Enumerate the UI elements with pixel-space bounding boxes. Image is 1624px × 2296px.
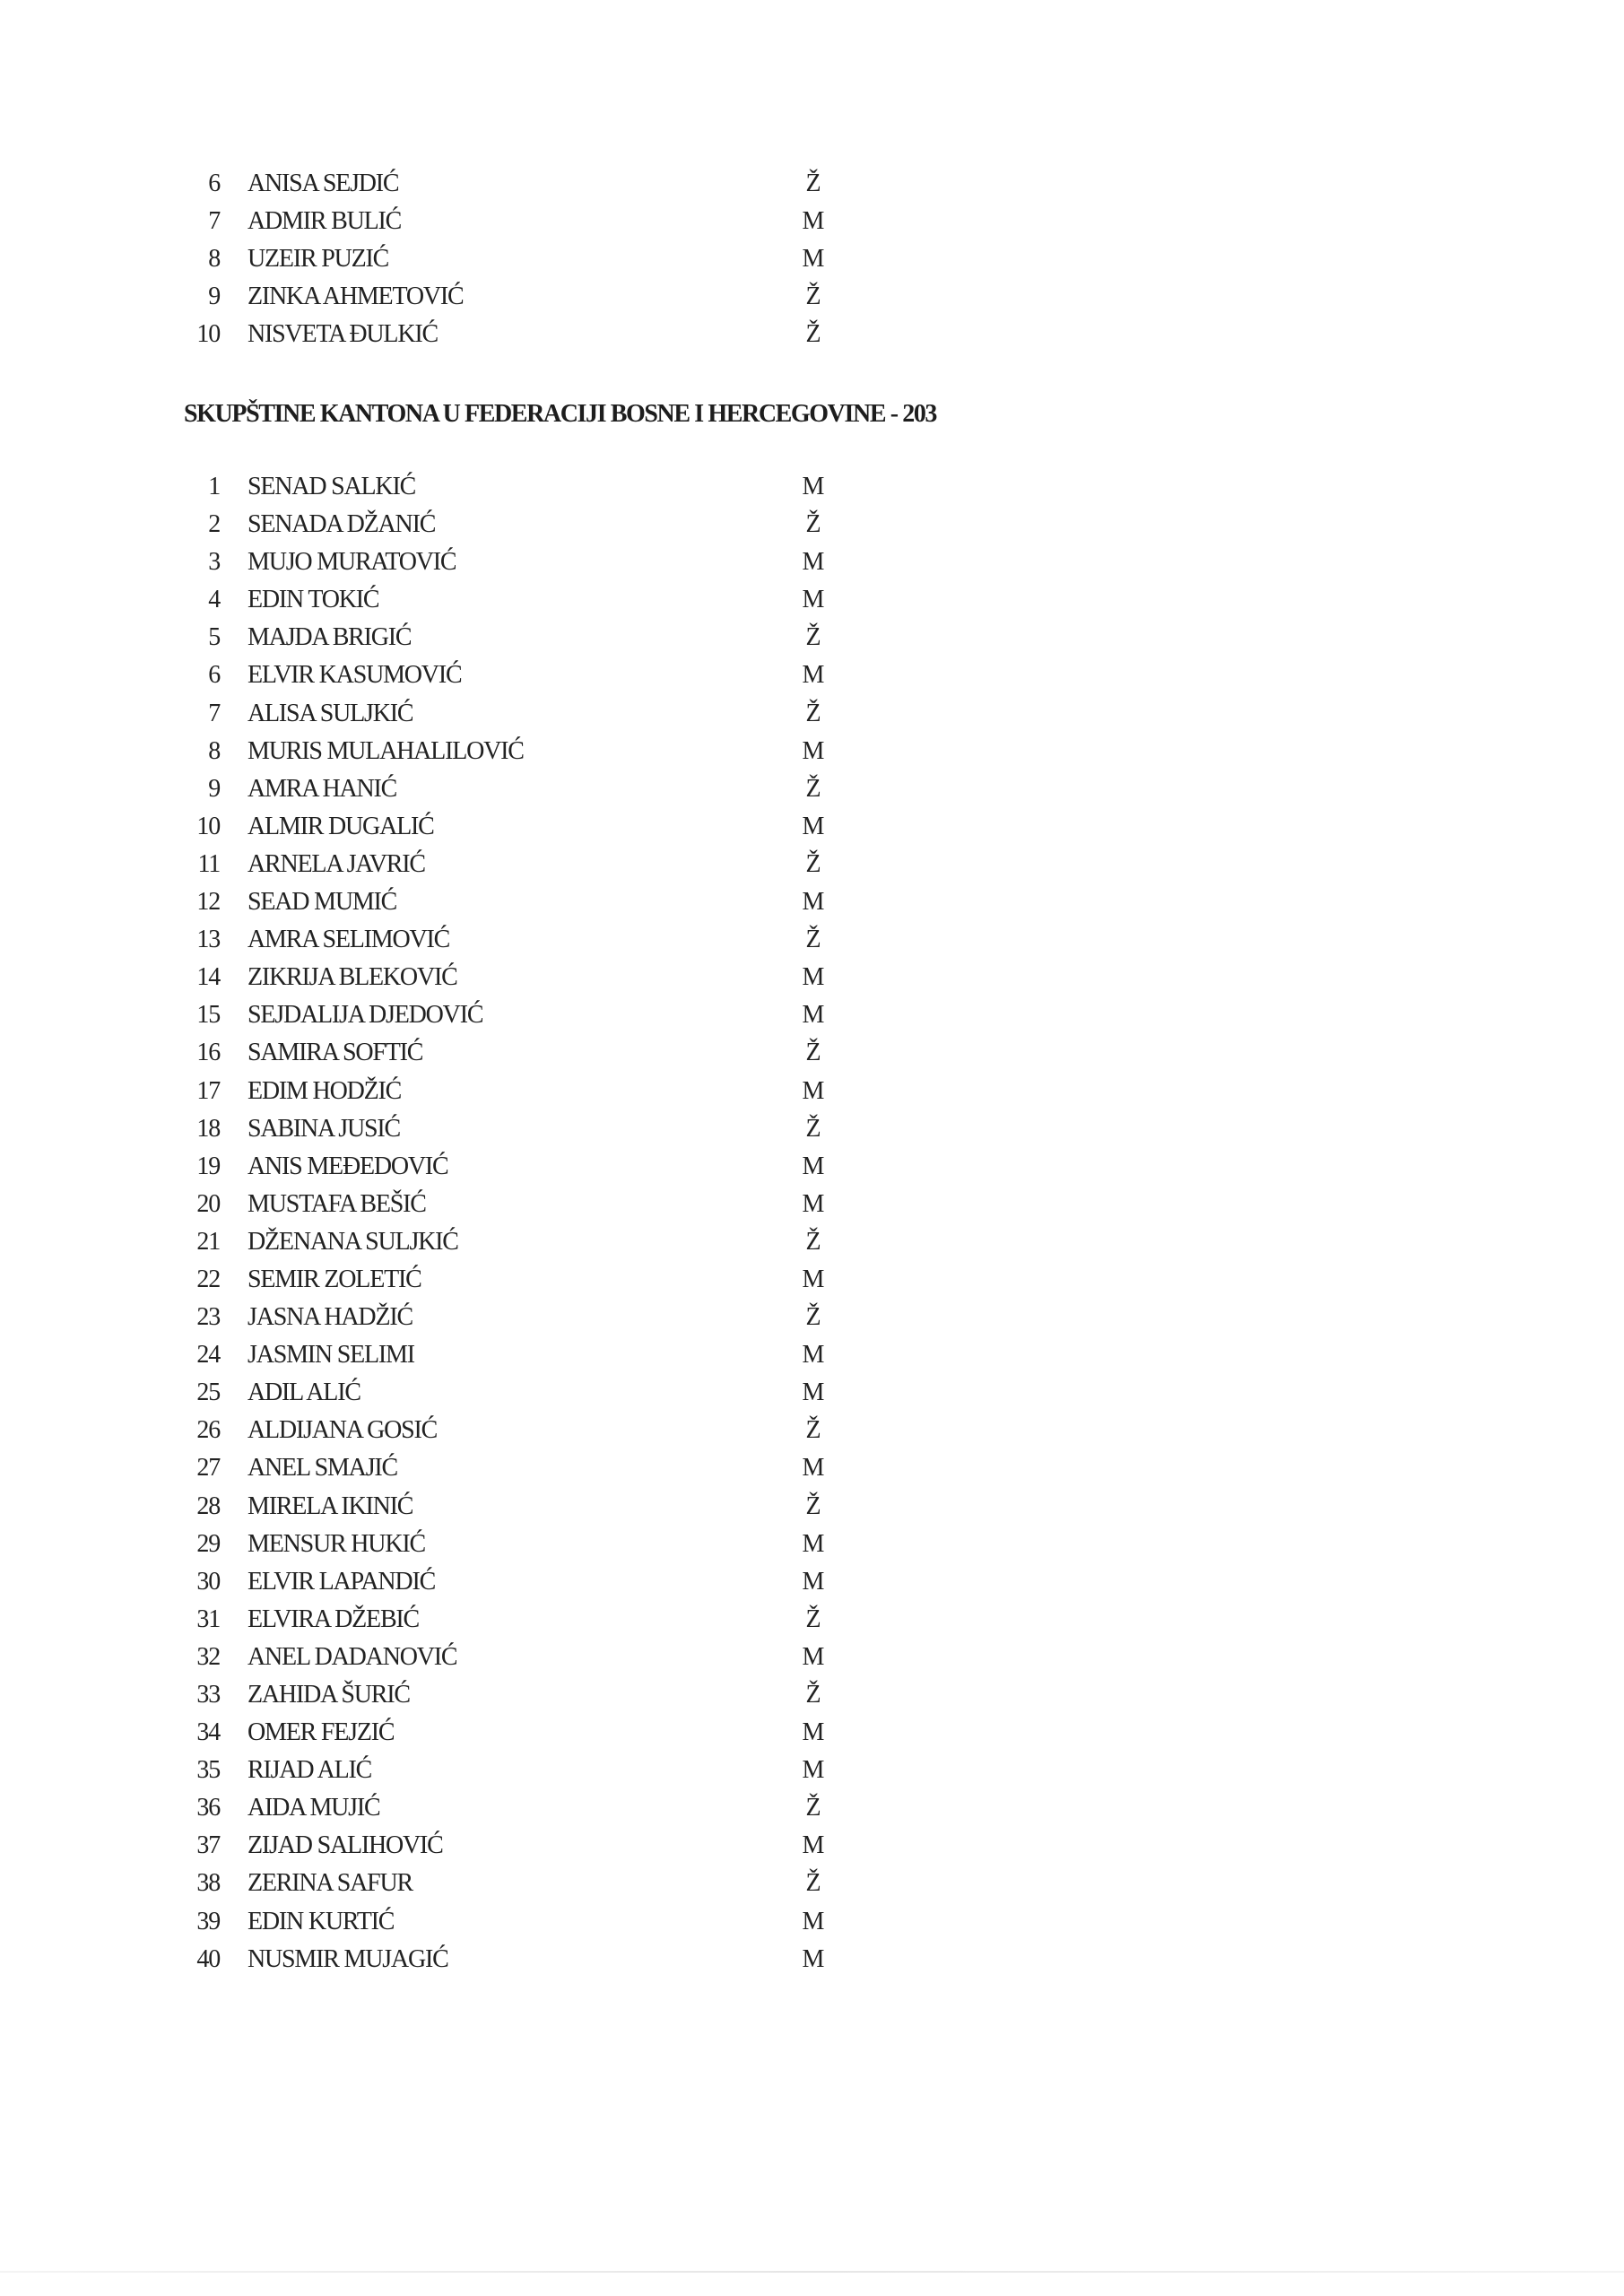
candidate-gender: M xyxy=(802,661,825,690)
list-item-number: 14 xyxy=(196,963,220,992)
list-item xyxy=(0,1639,1624,1676)
candidate-gender: M xyxy=(802,548,825,577)
candidate-list-continued xyxy=(0,165,1624,353)
candidate-list-canton-assembly xyxy=(0,468,1624,1979)
list-item-number: 33 xyxy=(196,1681,220,1709)
list-item-number: 27 xyxy=(196,1454,220,1483)
list-item-number: 6 xyxy=(208,170,220,197)
candidate-gender: M xyxy=(802,888,825,917)
candidate-gender: M xyxy=(802,1567,825,1596)
candidate-name: JASNA HADŽIĆ xyxy=(248,1303,413,1332)
candidate-gender: M xyxy=(802,1189,825,1218)
list-item xyxy=(0,657,1624,694)
list-item xyxy=(0,203,1624,240)
list-item-number: 9 xyxy=(208,283,220,311)
candidate-name: ALDIJANA GOSIĆ xyxy=(248,1416,438,1445)
candidate-gender: Ž xyxy=(805,1794,821,1822)
list-item-number: 36 xyxy=(196,1794,220,1822)
list-item-number: 40 xyxy=(196,1944,220,1973)
list-item xyxy=(0,808,1624,846)
list-item-number: 38 xyxy=(196,1869,220,1898)
candidate-name: SAMIRA SOFTIĆ xyxy=(248,1039,423,1067)
candidate-name: ANEL DADANOVIĆ xyxy=(248,1642,457,1671)
list-item-number: 7 xyxy=(208,207,220,236)
candidate-name: ADIL ALIĆ xyxy=(248,1378,360,1407)
list-item-number: 28 xyxy=(196,1492,220,1520)
candidate-gender: Ž xyxy=(805,1114,821,1143)
list-item-number: 39 xyxy=(196,1907,220,1935)
list-item xyxy=(0,1261,1624,1299)
list-item-number: 26 xyxy=(196,1416,220,1445)
candidate-name: OMER FEJZIĆ xyxy=(248,1718,395,1747)
candidate-name: ELVIRA DŽEBIĆ xyxy=(248,1605,420,1633)
list-item-number: 18 xyxy=(196,1114,220,1143)
list-item xyxy=(0,695,1624,733)
candidate-name: SABINA JUSIĆ xyxy=(248,1114,400,1143)
candidate-name: NISVETA ĐULKIĆ xyxy=(248,320,438,349)
list-item-number: 2 xyxy=(208,510,220,539)
candidate-name: ZAHIDA ŠURIĆ xyxy=(248,1681,410,1709)
candidate-gender: M xyxy=(802,207,825,236)
list-item xyxy=(0,733,1624,770)
list-item xyxy=(0,1865,1624,1902)
candidate-name: ANIS MEĐEDOVIĆ xyxy=(248,1152,448,1180)
candidate-gender: M xyxy=(802,963,825,992)
candidate-name: ANISA SEJDIĆ xyxy=(248,170,399,197)
list-item-number: 29 xyxy=(196,1529,220,1558)
candidate-name: MUJO MURATOVIĆ xyxy=(248,548,456,577)
candidate-gender: Ž xyxy=(805,1039,821,1067)
candidate-gender: Ž xyxy=(805,510,821,539)
candidate-gender: M xyxy=(802,1529,825,1558)
list-item-number: 17 xyxy=(196,1076,220,1105)
list-item xyxy=(0,1186,1624,1223)
list-item xyxy=(0,278,1624,316)
list-item xyxy=(0,1563,1624,1601)
candidate-gender: M xyxy=(802,473,825,500)
list-item-number: 3 xyxy=(208,548,220,577)
candidate-name: EDIN TOKIĆ xyxy=(248,586,379,614)
candidate-name: ZERINA SAFUR xyxy=(248,1869,413,1898)
candidate-name: EDIN KURTIĆ xyxy=(248,1907,395,1935)
candidate-gender: Ž xyxy=(805,1416,821,1445)
candidate-gender: M xyxy=(802,1001,825,1030)
candidate-name: ELVIR LAPANDIĆ xyxy=(248,1567,436,1596)
candidate-gender: M xyxy=(802,1831,825,1860)
candidate-gender: M xyxy=(802,586,825,614)
candidate-gender: M xyxy=(802,1265,825,1293)
candidate-gender: M xyxy=(802,1454,825,1483)
candidate-gender: M xyxy=(802,736,825,765)
candidate-name: ARNELA JAVRIĆ xyxy=(248,849,425,878)
candidate-gender: M xyxy=(802,812,825,840)
list-item xyxy=(0,619,1624,657)
candidate-gender: M xyxy=(802,1718,825,1747)
list-item xyxy=(0,921,1624,959)
candidate-gender: Ž xyxy=(805,1303,821,1332)
candidate-gender: M xyxy=(802,1907,825,1935)
candidate-name: MIRELA IKINIĆ xyxy=(248,1492,413,1520)
candidate-gender: M xyxy=(802,1642,825,1671)
list-item-number: 25 xyxy=(196,1378,220,1407)
list-item xyxy=(0,770,1624,808)
list-item xyxy=(0,959,1624,996)
list-item-number: 9 xyxy=(208,774,220,803)
list-item xyxy=(0,240,1624,278)
candidate-name: MUSTAFA BEŠIĆ xyxy=(248,1189,426,1218)
list-item xyxy=(0,1412,1624,1449)
candidate-name: SENADA DŽANIĆ xyxy=(248,510,436,539)
list-item xyxy=(0,1336,1624,1374)
list-item xyxy=(0,1714,1624,1752)
list-item-number: 34 xyxy=(196,1718,220,1747)
list-item-number: 13 xyxy=(196,926,220,954)
list-item-number: 15 xyxy=(196,1001,220,1030)
candidate-gender: Ž xyxy=(805,774,821,803)
candidate-name: MURIS MULAHALILOVIĆ xyxy=(248,736,524,765)
candidate-name: ZINKA AHMETOVIĆ xyxy=(248,283,464,311)
candidate-gender: Ž xyxy=(805,320,821,349)
candidate-gender: Ž xyxy=(805,623,821,652)
candidate-name: ZIJAD SALIHOVIĆ xyxy=(248,1831,443,1860)
list-item-number: 1 xyxy=(208,473,220,500)
list-item xyxy=(0,883,1624,921)
candidate-name: EDIM HODŽIĆ xyxy=(248,1076,402,1105)
list-item xyxy=(0,1526,1624,1563)
list-item xyxy=(0,1034,1624,1072)
candidate-gender: Ž xyxy=(805,283,821,311)
list-item-number: 37 xyxy=(196,1831,220,1860)
list-item-number: 12 xyxy=(196,888,220,917)
candidate-gender: Ž xyxy=(805,849,821,878)
candidate-gender: M xyxy=(802,1378,825,1407)
candidate-name: DŽENANA SULJKIĆ xyxy=(248,1227,458,1256)
list-item xyxy=(0,1110,1624,1148)
candidate-gender: Ž xyxy=(805,1227,821,1256)
candidate-name: SEJDALIJA DJEDOVIĆ xyxy=(248,1001,483,1030)
list-item xyxy=(0,1374,1624,1412)
page-bottom-edge xyxy=(0,2271,1624,2273)
list-item-number: 30 xyxy=(196,1567,220,1596)
list-item-number: 5 xyxy=(208,623,220,652)
candidate-name: RIJAD ALIĆ xyxy=(248,1756,372,1785)
candidate-name: SEAD MUMIĆ xyxy=(248,888,397,917)
candidate-gender: Ž xyxy=(805,1869,821,1898)
list-item-number: 10 xyxy=(196,320,220,349)
list-item xyxy=(0,1601,1624,1639)
list-item xyxy=(0,1148,1624,1186)
candidate-name: NUSMIR MUJAGIĆ xyxy=(248,1944,448,1973)
candidate-gender: M xyxy=(802,1944,825,1973)
list-item-number: 19 xyxy=(196,1152,220,1180)
candidate-gender: M xyxy=(802,1756,825,1785)
list-item xyxy=(0,1073,1624,1110)
list-item-number: 16 xyxy=(196,1039,220,1067)
candidate-name: JASMIN SELIMI xyxy=(248,1341,414,1370)
list-item-number: 8 xyxy=(208,736,220,765)
list-item xyxy=(0,316,1624,353)
candidate-name: AMRA SELIMOVIĆ xyxy=(248,926,450,954)
candidate-gender: M xyxy=(802,1076,825,1105)
list-item xyxy=(0,1449,1624,1487)
list-item-number: 24 xyxy=(196,1341,220,1370)
candidate-name: MENSUR HUKIĆ xyxy=(248,1529,425,1558)
list-item-number: 6 xyxy=(208,661,220,690)
list-item xyxy=(0,581,1624,619)
candidate-name: ELVIR KASUMOVIĆ xyxy=(248,661,462,690)
list-item xyxy=(0,1827,1624,1865)
candidate-name: SEMIR ZOLETIĆ xyxy=(248,1265,421,1293)
list-item xyxy=(0,165,1624,203)
list-item xyxy=(0,1903,1624,1941)
list-item xyxy=(0,1676,1624,1714)
list-item-number: 8 xyxy=(208,245,220,274)
list-item xyxy=(0,468,1624,506)
list-item-number: 4 xyxy=(208,586,220,614)
candidate-name: UZEIR PUZIĆ xyxy=(248,245,389,274)
candidate-name: AMRA HANIĆ xyxy=(248,774,397,803)
list-item xyxy=(0,1941,1624,1979)
list-item-number: 31 xyxy=(196,1605,220,1633)
candidate-gender: M xyxy=(802,1152,825,1180)
list-item xyxy=(0,1299,1624,1336)
candidate-name: ADMIR BULIĆ xyxy=(248,207,402,236)
candidate-gender: M xyxy=(802,245,825,274)
candidate-gender: Ž xyxy=(805,1605,821,1633)
candidate-gender: Ž xyxy=(805,1681,821,1709)
list-item-number: 20 xyxy=(196,1189,220,1218)
list-item xyxy=(0,996,1624,1034)
candidate-name: SENAD SALKIĆ xyxy=(248,473,416,500)
list-item-number: 35 xyxy=(196,1756,220,1785)
candidate-name: ZIKRIJA BLEKOVIĆ xyxy=(248,963,457,992)
candidate-gender: Ž xyxy=(805,926,821,954)
candidate-name: MAJDA BRIGIĆ xyxy=(248,623,412,652)
list-item-number: 21 xyxy=(196,1227,220,1256)
candidate-name: ALMIR DUGALIĆ xyxy=(248,812,434,840)
candidate-name: ALISA SULJKIĆ xyxy=(248,699,413,727)
list-item-number: 11 xyxy=(197,849,220,878)
candidate-gender: M xyxy=(802,1341,825,1370)
list-item xyxy=(0,544,1624,581)
candidate-gender: Ž xyxy=(805,1492,821,1520)
list-item-number: 10 xyxy=(196,812,220,840)
list-item-number: 32 xyxy=(196,1642,220,1671)
candidate-gender: Ž xyxy=(805,170,821,197)
list-item-number: 22 xyxy=(196,1265,220,1293)
candidate-name: ANEL SMAJIĆ xyxy=(248,1454,397,1483)
section-heading: SKUPŠTINE KANTONA U FEDERACIJI BOSNE I HERCEGOVINE - 203 xyxy=(184,400,937,428)
list-item xyxy=(0,846,1624,883)
candidate-gender: Ž xyxy=(805,699,821,727)
list-item-number: 23 xyxy=(196,1303,220,1332)
list-item xyxy=(0,1223,1624,1261)
list-item xyxy=(0,506,1624,544)
candidate-name: AIDA MUJIĆ xyxy=(248,1794,380,1822)
list-item xyxy=(0,1789,1624,1827)
list-item xyxy=(0,1488,1624,1526)
list-item-number: 7 xyxy=(208,699,220,727)
list-item xyxy=(0,1752,1624,1789)
